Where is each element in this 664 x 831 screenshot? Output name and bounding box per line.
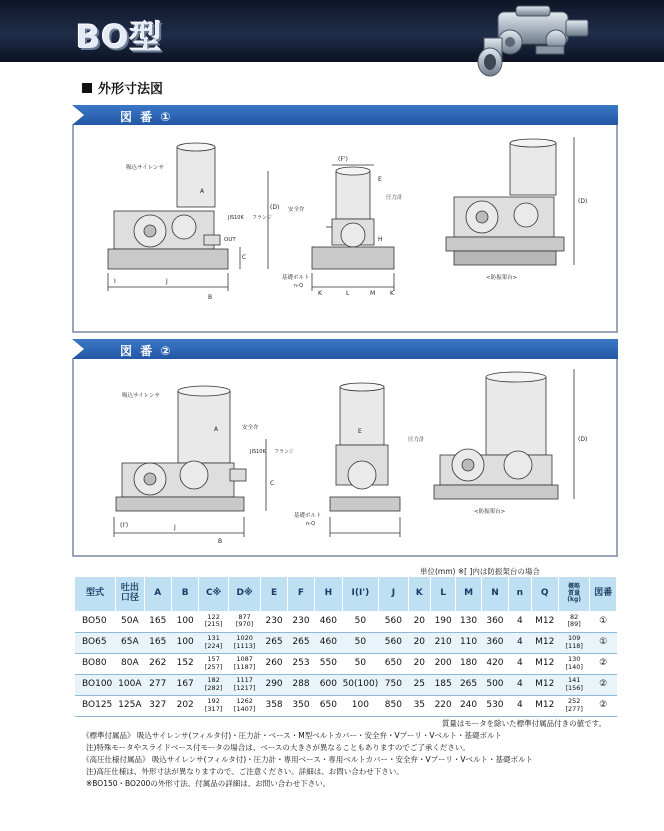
table-cell-fig: ② (590, 695, 617, 716)
label-base-bolt: 基礎ボルト (282, 275, 310, 281)
table-cell-e: 358 (261, 695, 287, 716)
label-pressure-gauge: 圧力計 (386, 195, 403, 201)
table-cell-model: BO80 (75, 653, 116, 674)
table-header-cell: M (456, 577, 481, 611)
table-header-cell: L (430, 577, 455, 611)
table-row (75, 632, 617, 653)
table-header-cell: E (261, 577, 287, 611)
table-cell-j: 560 (379, 632, 408, 653)
table-cell-e: 290 (261, 674, 287, 695)
table-cell-h: 550 (315, 653, 342, 674)
table-cell-h: 600 (315, 674, 342, 695)
table-cell-mass: 252 [277] (558, 695, 589, 716)
table-cell-mass: 109 [118] (558, 632, 589, 653)
table-cell-bore: 125A (116, 695, 144, 716)
label-b: B (208, 294, 213, 301)
table-header-row (75, 577, 617, 611)
table-cell-l: 185 (430, 674, 455, 695)
blower-product-image (476, 2, 596, 80)
table-cell-l: 220 (430, 695, 455, 716)
label-e: E (358, 428, 362, 435)
table-cell-k: 35 (408, 695, 430, 716)
table-cell-e: 260 (261, 653, 287, 674)
table-cell-l: 190 (430, 611, 455, 632)
table-cell-nn: 4 (509, 611, 531, 632)
dimension-drawing-2 (74, 357, 616, 555)
table-cell-f: 288 (287, 674, 314, 695)
table-cell-l: 200 (430, 653, 455, 674)
table-header-cell: H (315, 577, 342, 611)
table-cell-c: 157 [257] (199, 653, 228, 674)
table-cell-k: 20 (408, 632, 430, 653)
label-jis: JIS10K (250, 449, 266, 455)
label-l: L (346, 290, 350, 297)
table-cell-bore: 65A (116, 632, 144, 653)
table-cell-k: 25 (408, 674, 430, 695)
label-out: OUT (224, 237, 236, 243)
table-cell-q: M12 (531, 674, 558, 695)
table-cell-m: 240 (456, 695, 481, 716)
label-anti-vibration: <防振架台> (474, 509, 506, 515)
table-cell-m: 180 (456, 653, 481, 674)
table-cell-b: 202 (171, 695, 198, 716)
table-cell-a: 277 (144, 674, 171, 695)
table-cell-b: 152 (171, 653, 198, 674)
label-m: M (370, 290, 376, 297)
table-cell-d: 1262 [1407] (228, 695, 261, 716)
table-row (75, 611, 617, 632)
table-cell-fig: ① (590, 632, 617, 653)
label-h: H (378, 236, 383, 243)
label-j: J (174, 524, 176, 531)
table-cell-a: 165 (144, 611, 171, 632)
label-k2: K (390, 290, 394, 297)
label-c: C (270, 480, 275, 487)
table-cell-d: 1087 [1187] (228, 653, 261, 674)
table-cell-h: 650 (315, 695, 342, 716)
table-cell-m: 130 (456, 611, 481, 632)
label-j: J (166, 278, 168, 285)
table-cell-k: 20 (408, 653, 430, 674)
label-a: A (200, 188, 205, 195)
table-cell-d: 877 [970] (228, 611, 261, 632)
table-cell-n: 500 (481, 674, 508, 695)
table-cell-n: 420 (481, 653, 508, 674)
table-cell-a: 327 (144, 695, 171, 716)
page-title: BO型 (76, 18, 163, 56)
table-cell-bore: 100A (116, 674, 144, 695)
table-cell-h: 460 (315, 632, 342, 653)
table-cell-a: 165 (144, 632, 171, 653)
label-anti-vibration: <防振架台> (486, 275, 518, 281)
label-k: K (318, 290, 322, 297)
table-cell-b: 100 (171, 632, 198, 653)
table-header-cell: C※ (199, 577, 228, 611)
note-bo150-bo200: ※BO150・BO200の外形寸法、付属品の詳細は、お問い合わせ下さい。 (86, 779, 331, 788)
table-cell-a: 262 (144, 653, 171, 674)
table-cell-q: M12 (531, 632, 558, 653)
spec-table (75, 577, 617, 717)
table-cell-model: BO125 (75, 695, 116, 716)
label-jis: JIS10K (228, 215, 244, 221)
table-header-cell: 吐出 口径 (116, 577, 144, 611)
label-safety-valve: 安全弁 (288, 207, 305, 213)
table-cell-bore: 50A (116, 611, 144, 632)
table-cell-mass: 82 [89] (558, 611, 589, 632)
note-high-pressure: 注)高圧仕様は、外形寸法が異なりますので、ご注意ください。詳細は、お問い合わせ下さい。 (86, 767, 404, 776)
note-motor: 注)特殊モータやスライドベース付モータの場合は、ベースの大きさが異なることもありますのでご了承ください。 (86, 743, 470, 752)
table-header-cell: J (379, 577, 408, 611)
section-heading (82, 78, 163, 97)
table-cell-nn: 4 (509, 632, 531, 653)
label-nq: n-Q (294, 283, 304, 289)
table-cell-j: 650 (379, 653, 408, 674)
table-cell-c: 122 [215] (199, 611, 228, 632)
table-cell-fig: ① (590, 611, 617, 632)
table-header-cell: F (287, 577, 314, 611)
table-header-cell: 概略 質量 (kg) (558, 577, 589, 611)
figure-panel-1-label: 図 番 ① (120, 110, 173, 124)
table-cell-fig: ② (590, 674, 617, 695)
label-i: I (114, 278, 116, 285)
table-cell-model: BO100 (75, 674, 116, 695)
table-cell-c: 182 [282] (199, 674, 228, 695)
table-cell-j: 560 (379, 611, 408, 632)
table-cell-f: 230 (287, 611, 314, 632)
table-cell-i: 50 (342, 653, 379, 674)
table-cell-l: 210 (430, 632, 455, 653)
label-i-prime: (I') (120, 522, 129, 529)
table-cell-e: 230 (261, 611, 287, 632)
table-cell-bore: 80A (116, 653, 144, 674)
table-cell-d: 1020 [1113] (228, 632, 261, 653)
label-d: (D) (270, 204, 280, 211)
label-e: E (378, 176, 382, 183)
table-row (75, 695, 617, 716)
dimension-drawing-1 (74, 123, 616, 331)
table-cell-q: M12 (531, 653, 558, 674)
panel-bar-arrow-icon (72, 339, 84, 359)
table-cell-e: 265 (261, 632, 287, 653)
table-cell-f: 265 (287, 632, 314, 653)
table-header-cell: B (171, 577, 198, 611)
table-header-cell: 型式 (75, 577, 116, 611)
table-cell-i: 50(100) (342, 674, 379, 695)
label-flange: フランジ (252, 215, 272, 221)
table-cell-model: BO50 (75, 611, 116, 632)
label-b: B (218, 538, 223, 545)
table-cell-k: 20 (408, 611, 430, 632)
table-cell-m: 110 (456, 632, 481, 653)
table-cell-nn: 4 (509, 653, 531, 674)
table-cell-q: M12 (531, 695, 558, 716)
table-cell-h: 460 (315, 611, 342, 632)
table-cell-fig: ② (590, 653, 617, 674)
table-cell-i: 100 (342, 695, 379, 716)
table-cell-i: 50 (342, 632, 379, 653)
table-row (75, 653, 617, 674)
table-cell-nn: 4 (509, 695, 531, 716)
table-cell-m: 265 (456, 674, 481, 695)
table-cell-n: 360 (481, 611, 508, 632)
label-nq: n-Q (306, 521, 316, 527)
panel-bar-arrow-icon (72, 105, 84, 125)
label-pressure-gauge: 圧力計 (408, 437, 425, 443)
table-header-cell: A (144, 577, 171, 611)
table-cell-n: 530 (481, 695, 508, 716)
table-cell-c: 131 [224] (199, 632, 228, 653)
table-cell-n: 360 (481, 632, 508, 653)
label-d-right: (D) (578, 198, 588, 205)
label-safety-valve: 安全弁 (242, 425, 259, 431)
table-header-cell: D※ (228, 577, 261, 611)
units-note: 単位(mm) ※[ ]内は防振架台の場合 (420, 567, 540, 576)
table-cell-j: 750 (379, 674, 408, 695)
label-flange: フランジ (274, 449, 294, 455)
table-cell-i: 50 (342, 611, 379, 632)
table-header-cell: Q (531, 577, 558, 611)
table-cell-b: 100 (171, 611, 198, 632)
notes-block (82, 718, 622, 790)
table-cell-f: 350 (287, 695, 314, 716)
note-mass: 質量はモータを除いた標準付属品付きの値です。 (441, 719, 606, 728)
label-base-bolt: 基礎ボルト (294, 513, 322, 519)
figure-panel-2-label: 図 番 ② (120, 344, 173, 358)
label-a: A (214, 426, 219, 433)
label-silencer: 吸込サイレンサ (126, 165, 164, 171)
table-header-cell: I(I') (342, 577, 379, 611)
table-header-cell: N (481, 577, 508, 611)
section-title: 外形寸法図 (98, 82, 164, 97)
table-cell-q: M12 (531, 611, 558, 632)
table-header-cell: K (408, 577, 430, 611)
table-cell-model: BO65 (75, 632, 116, 653)
label-silencer: 吸込サイレンサ (122, 393, 160, 399)
table-cell-c: 192 [317] (199, 695, 228, 716)
table-cell-j: 850 (379, 695, 408, 716)
table-cell-f: 253 (287, 653, 314, 674)
note-high-pressure-accessories: 《高圧仕様付属品》 吸込サイレンサ(フィルタ付)・圧力計・専用ベース・専用ベルトカバー・安全弁・Vプーリ・Vベルト・基礎ボルト (82, 755, 534, 764)
table-header-cell: n (509, 577, 531, 611)
label-d-right: (D) (578, 436, 588, 443)
table-cell-nn: 4 (509, 674, 531, 695)
label-c: C (242, 254, 247, 261)
table-header-cell: 図番 (590, 577, 617, 611)
bullet-square-icon (82, 83, 92, 93)
table-cell-b: 167 (171, 674, 198, 695)
table-cell-mass: 141 [156] (558, 674, 589, 695)
table-cell-d: 1117 [1217] (228, 674, 261, 695)
table-row (75, 674, 617, 695)
note-standard-accessories: 《標準付属品》 吸込サイレンサ(フィルタ付)・圧力計・ベース・M型ベルトカバー・安全弁・Vプーリ・Vベルト・基礎ボルト (82, 731, 503, 740)
label-fprime: (F') (338, 156, 348, 163)
table-cell-mass: 130 [140] (558, 653, 589, 674)
